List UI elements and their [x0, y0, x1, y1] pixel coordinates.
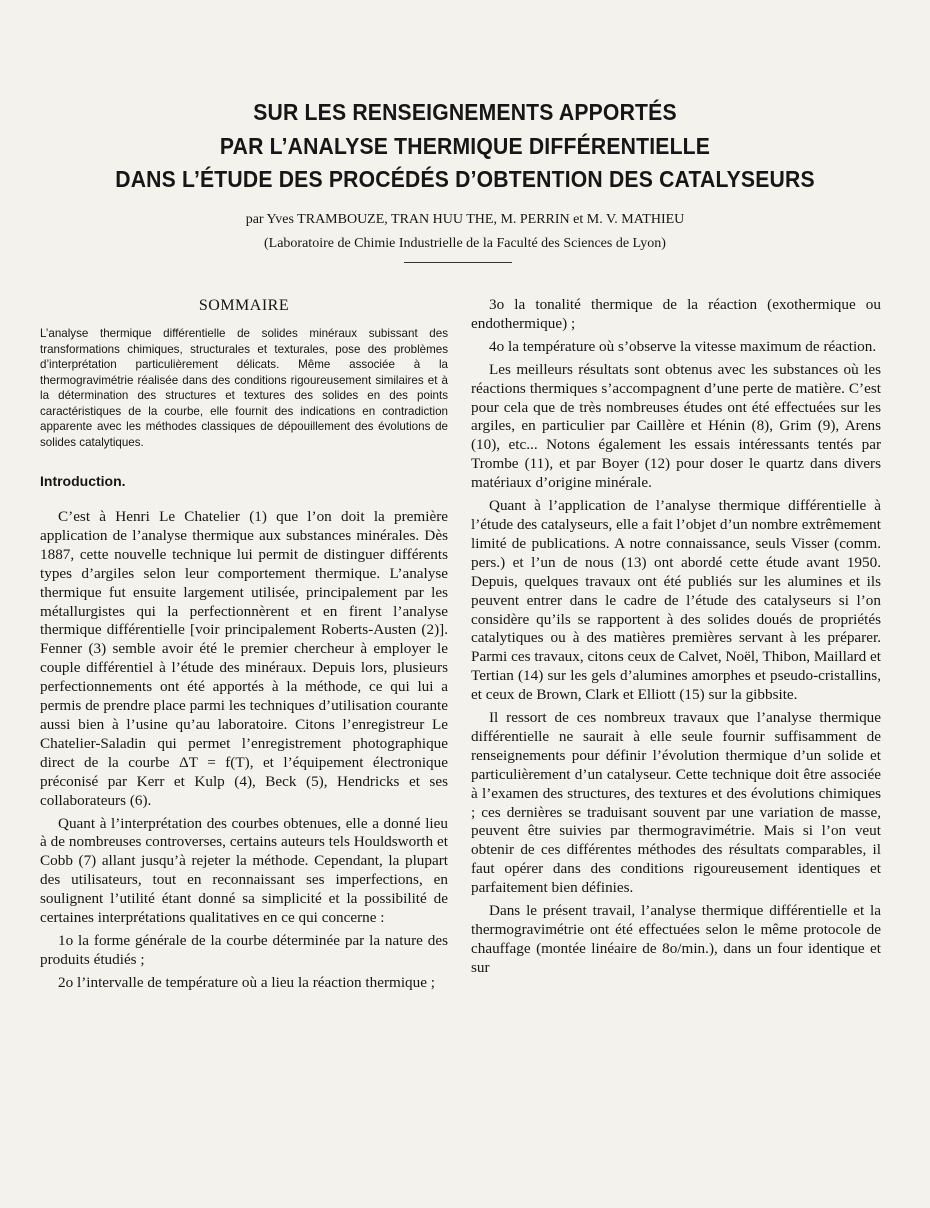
- left-column: [40, 296, 448, 993]
- body-paragraph: Quant à l’application de l’analyse thermique différentielle à l’étude des catalyseurs, elle a fait l’objet d’un nombre extrêmement limité de publications. A notre connaissance, seuls Visser (comm. pers.) et l’un de nous (13) ont abordé cette étude avant 1950. Depuis, quelques travaux ont été publiés sur les alumines et ils peuvent entrer dans le cadre de l’étude des catalyseurs si l’on considère qu’ils se rapportent à des solides doués de propriétés catalytiques ou à des matières premières servant à les préparer. Parmi ces travaux, citons ceux de Calvet, Noël, Thibon, Maillard et Tertian (14) sur les gels d’alumines amorphes et pseudo-cristallins, et ceux de Brown, Clark et Elliott (15) sur la gibbsite.: [471, 497, 881, 704]
- body-paragraph: 2o l’intervalle de température où a lieu la réaction thermique ;: [58, 973, 435, 991]
- title-line-3: DANS L’ÉTUDE DES PROCÉDÉS D’OBTENTION DES CATALYSEURS: [115, 166, 815, 192]
- body-paragraph: Quant à l’interprétation des courbes obtenues, elle a donné lieu à de nombreuses controverses, certains auteurs tels Houldsworth et Cobb (7) allant jusqu’à rejeter la méthode. Cependant, la plupart des utilisateurs, tout en reconnaissant ses imperfections, en soulignent l’utilité étant donné sa simplicité et la possibilité de certaines interprétations qualitatives en ce qui concerne :: [40, 814, 448, 927]
- right-column: [471, 296, 881, 978]
- body-paragraph: 4o la température où s’observe la vitesse maximum de réaction.: [489, 337, 877, 355]
- body-paragraph: Il ressort de ces nombreux travaux que l’analyse thermique différentielle ne saurait à elle seule fournir suffisamment de renseignements pour définir l’évolution thermique d’un solide et particulièrement d’un catalyseur. Cette technique doit être associée à l’examen des structures, des textures et des évolutions chimiques ; ces dernières se traduisant souvent par une variation de masse, peuvent être suivies par thermogravimétrie. Mais si l’on veut obtenir de ces différentes méthodes des résultats comparables, il faut opérer dans des conditions rigoureusement identiques et parfaitement bien définies.: [471, 709, 881, 897]
- body-paragraph: Les meilleurs résultats sont obtenus avec les substances où les réactions thermiques s’accompagnent d’une perte de matière. C’est pour cela que de très nombreuses études ont été effectuées sur les argiles, en particulier par Caillère et Hénin (8), Grim (9), Arens (10), etc... Notons également les essais intéressants tentés par Trombe (11), et par Boyer (12) pour doser le quartz dans divers matériaux d’origine minérale.: [471, 360, 881, 492]
- title-line-1: SUR LES RENSEIGNEMENTS APPORTÉS: [253, 99, 677, 125]
- body-paragraph: 3o la tonalité thermique de la réaction (exothermique ou endothermique) ;: [471, 296, 881, 332]
- introduction-heading: Introduction.: [40, 473, 126, 489]
- author-names: par Yves TRAMBOUZE, TRAN HUU THE, M. PERRIN et M. V. MATHIEU: [245, 212, 685, 227]
- body-paragraph: 1o la forme générale de la courbe déterminée par la nature des produits étudiés ;: [40, 931, 448, 968]
- title-line-2: PAR L’ANALYSE THERMIQUE DIFFÉRENTIELLE: [219, 132, 711, 159]
- title-divider: [404, 262, 512, 263]
- author-affiliation: (Laboratoire de Chimie Industrielle de la Faculté des Sciences de Lyon): [264, 236, 666, 251]
- author-block: [0, 208, 930, 256]
- article-title: [0, 96, 930, 197]
- body-paragraph: Dans le présent travail, l’analyse thermique différentielle et la thermogravimétrie ont été effectuées selon le même protocole de chauffage (montée linéaire de 8o/min.), dans un four identique et sur: [471, 902, 881, 976]
- sommaire-heading: SOMMAIRE: [198, 297, 290, 314]
- body-paragraph: C’est à Henri Le Chatelier (1) que l’on doit la première application de l’analyse thermique aux substances minérales. Dès 1887, cette nouvelle technique lui permit de distinguer différents types d’argiles selon leur comportement thermique. L’analyse thermique fut ensuite largement utilisée, principalement par les métallurgistes qui la perfectionnèrent et en firent l’analyse thermique différentielle [voir principalement Roberts-Austen (2)]. Fenner (3) semble avoir été le premier chercheur à employer le couple différentiel à l’étude des minéraux. Depuis lors, plusieurs perfectionnements ont été apportés à la méthode, ce qui lui a permis de prendre place parmi les techniques d’utilisation courante aussi bien à l’usine qu’au laboratoire. Citons l’enregistreur Le Chatelier-Saladin qui permet l’enregistrement photographique direct de la courbe ΔT = f(T), et l’équipement électronique préconisé par Kerr et Kulp (4), Beck (5), Hendricks et ses collaborateurs (6).: [40, 508, 448, 809]
- sommaire-text: L’analyse thermique différentielle de solides minéraux subissant des transformations chimiques, structurales et texturales, pose des problèmes d’interprétation particulièrement délicats. Même associée à la thermogravimétrie réalisée dans des conditions rigoureusement similaires et à la détermination des structures et textures des solides en des points caractéristiques de la courbe, elle fournit des indications en contradiction apparente avec les méthodes classiques de dépouillement des évolutions de solides catalytiques.: [40, 327, 448, 449]
